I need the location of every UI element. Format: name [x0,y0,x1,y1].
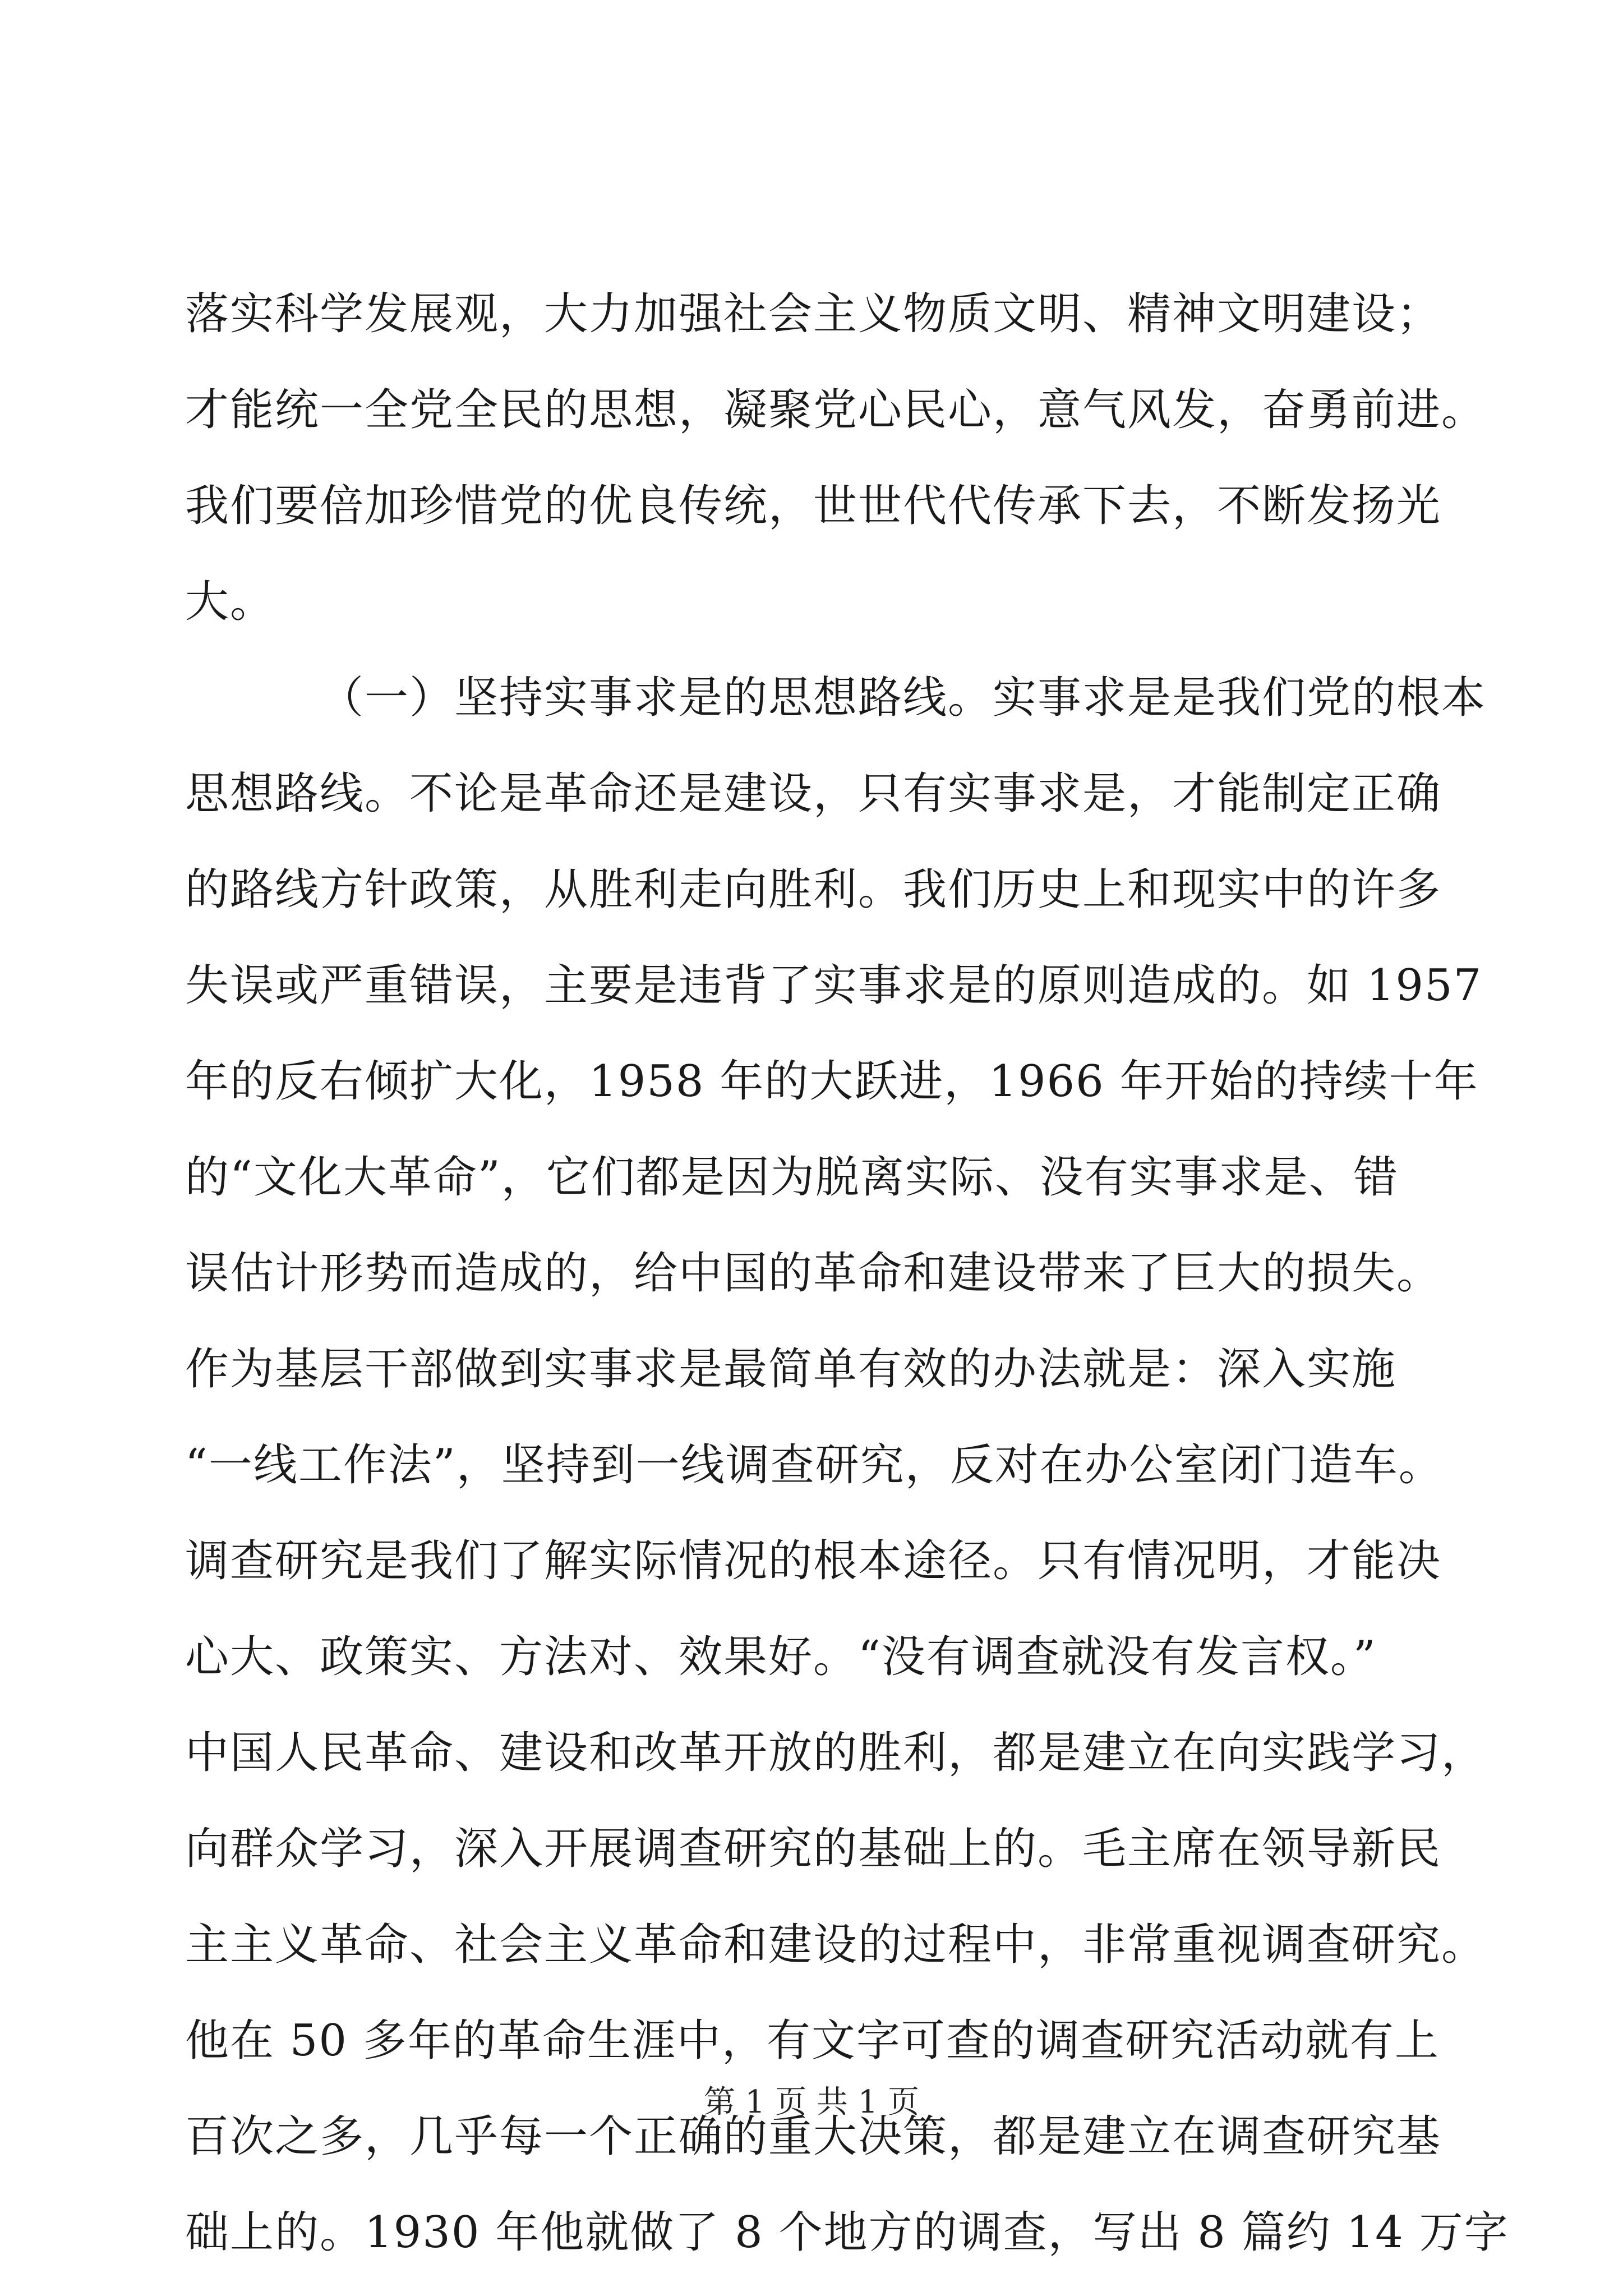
text-line: 主主义革命、社会主义革命和建设的过程中，非常重视调查研究。 [185,1920,1487,1970]
page-number-footer: 第 1 页 共 1 页 [703,2084,920,2120]
text-line: 误估计形势而造成的，给中国的革命和建设带来了巨大的损失。 [185,1248,1442,1299]
text-line: 心大、政策实、方法对、效果好。“没有调查就没有发言权。” [185,1632,1377,1682]
text-line: 大。 [185,577,275,627]
text-line: 作为基层干部做到实事求是最简单有效的办法就是：深入实施 [185,1344,1397,1395]
text-line: 思想路线。不论是革命还是建设，只有实事求是，才能制定正确 [185,769,1442,819]
text-line: 中国人民革命、建设和改革开放的胜利，都是建立在向实践学习， [185,1728,1487,1778]
text-line: “一线工作法”，坚持到一线调查研究，反对在办公室闭门造车。 [185,1440,1444,1490]
text-line: 我们要倍加珍惜党的优良传统，世世代代传承下去，不断发扬光 [185,481,1442,531]
text-line: 的路线方针政策，从胜利走向胜利。我们历史上和现实中的许多 [185,864,1442,915]
text-line: 失误或严重错误，主要是违背了实事求是的原则造成的。如 1957 [185,960,1483,1011]
document-body [185,266,1509,2281]
text-line: 调查研究是我们了解实际情况的根本途径。只有情况明，才能决 [185,1536,1442,1586]
text-line: 年的反右倾扩大化，1958 年的大跃进，1966 年开始的持续十年 [185,1056,1479,1107]
text-line: 础上的。1930 年他就做了 8 个地方的调查，写出 8 篇约 14 万字 [185,2207,1509,2258]
text-line: 的“文化大革命”，它们都是因为脱离实际、没有实事求是、错 [185,1152,1399,1203]
text-line: 他在 50 多年的革命生涯中，有文字可查的调查研究活动就有上 [185,2016,1440,2066]
text-line: 落实科学发展观，大力加强社会主义物质文明、精神文明建设； [185,289,1442,339]
text-line: 才能统一全党全民的思想，凝聚党心民心，意气风发，奋勇前进。 [185,385,1487,435]
text-line: 百次之多，几乎每一个正确的重大决策，都是建立在调查研究基 [185,2111,1442,2162]
text-line: 向群众学习，深入开展调查研究的基础上的。毛主席在领导新民 [185,1824,1442,1874]
section-heading-line: （一）坚持实事求是的思想路线。实事求是是我们党的根本 [320,673,1487,723]
